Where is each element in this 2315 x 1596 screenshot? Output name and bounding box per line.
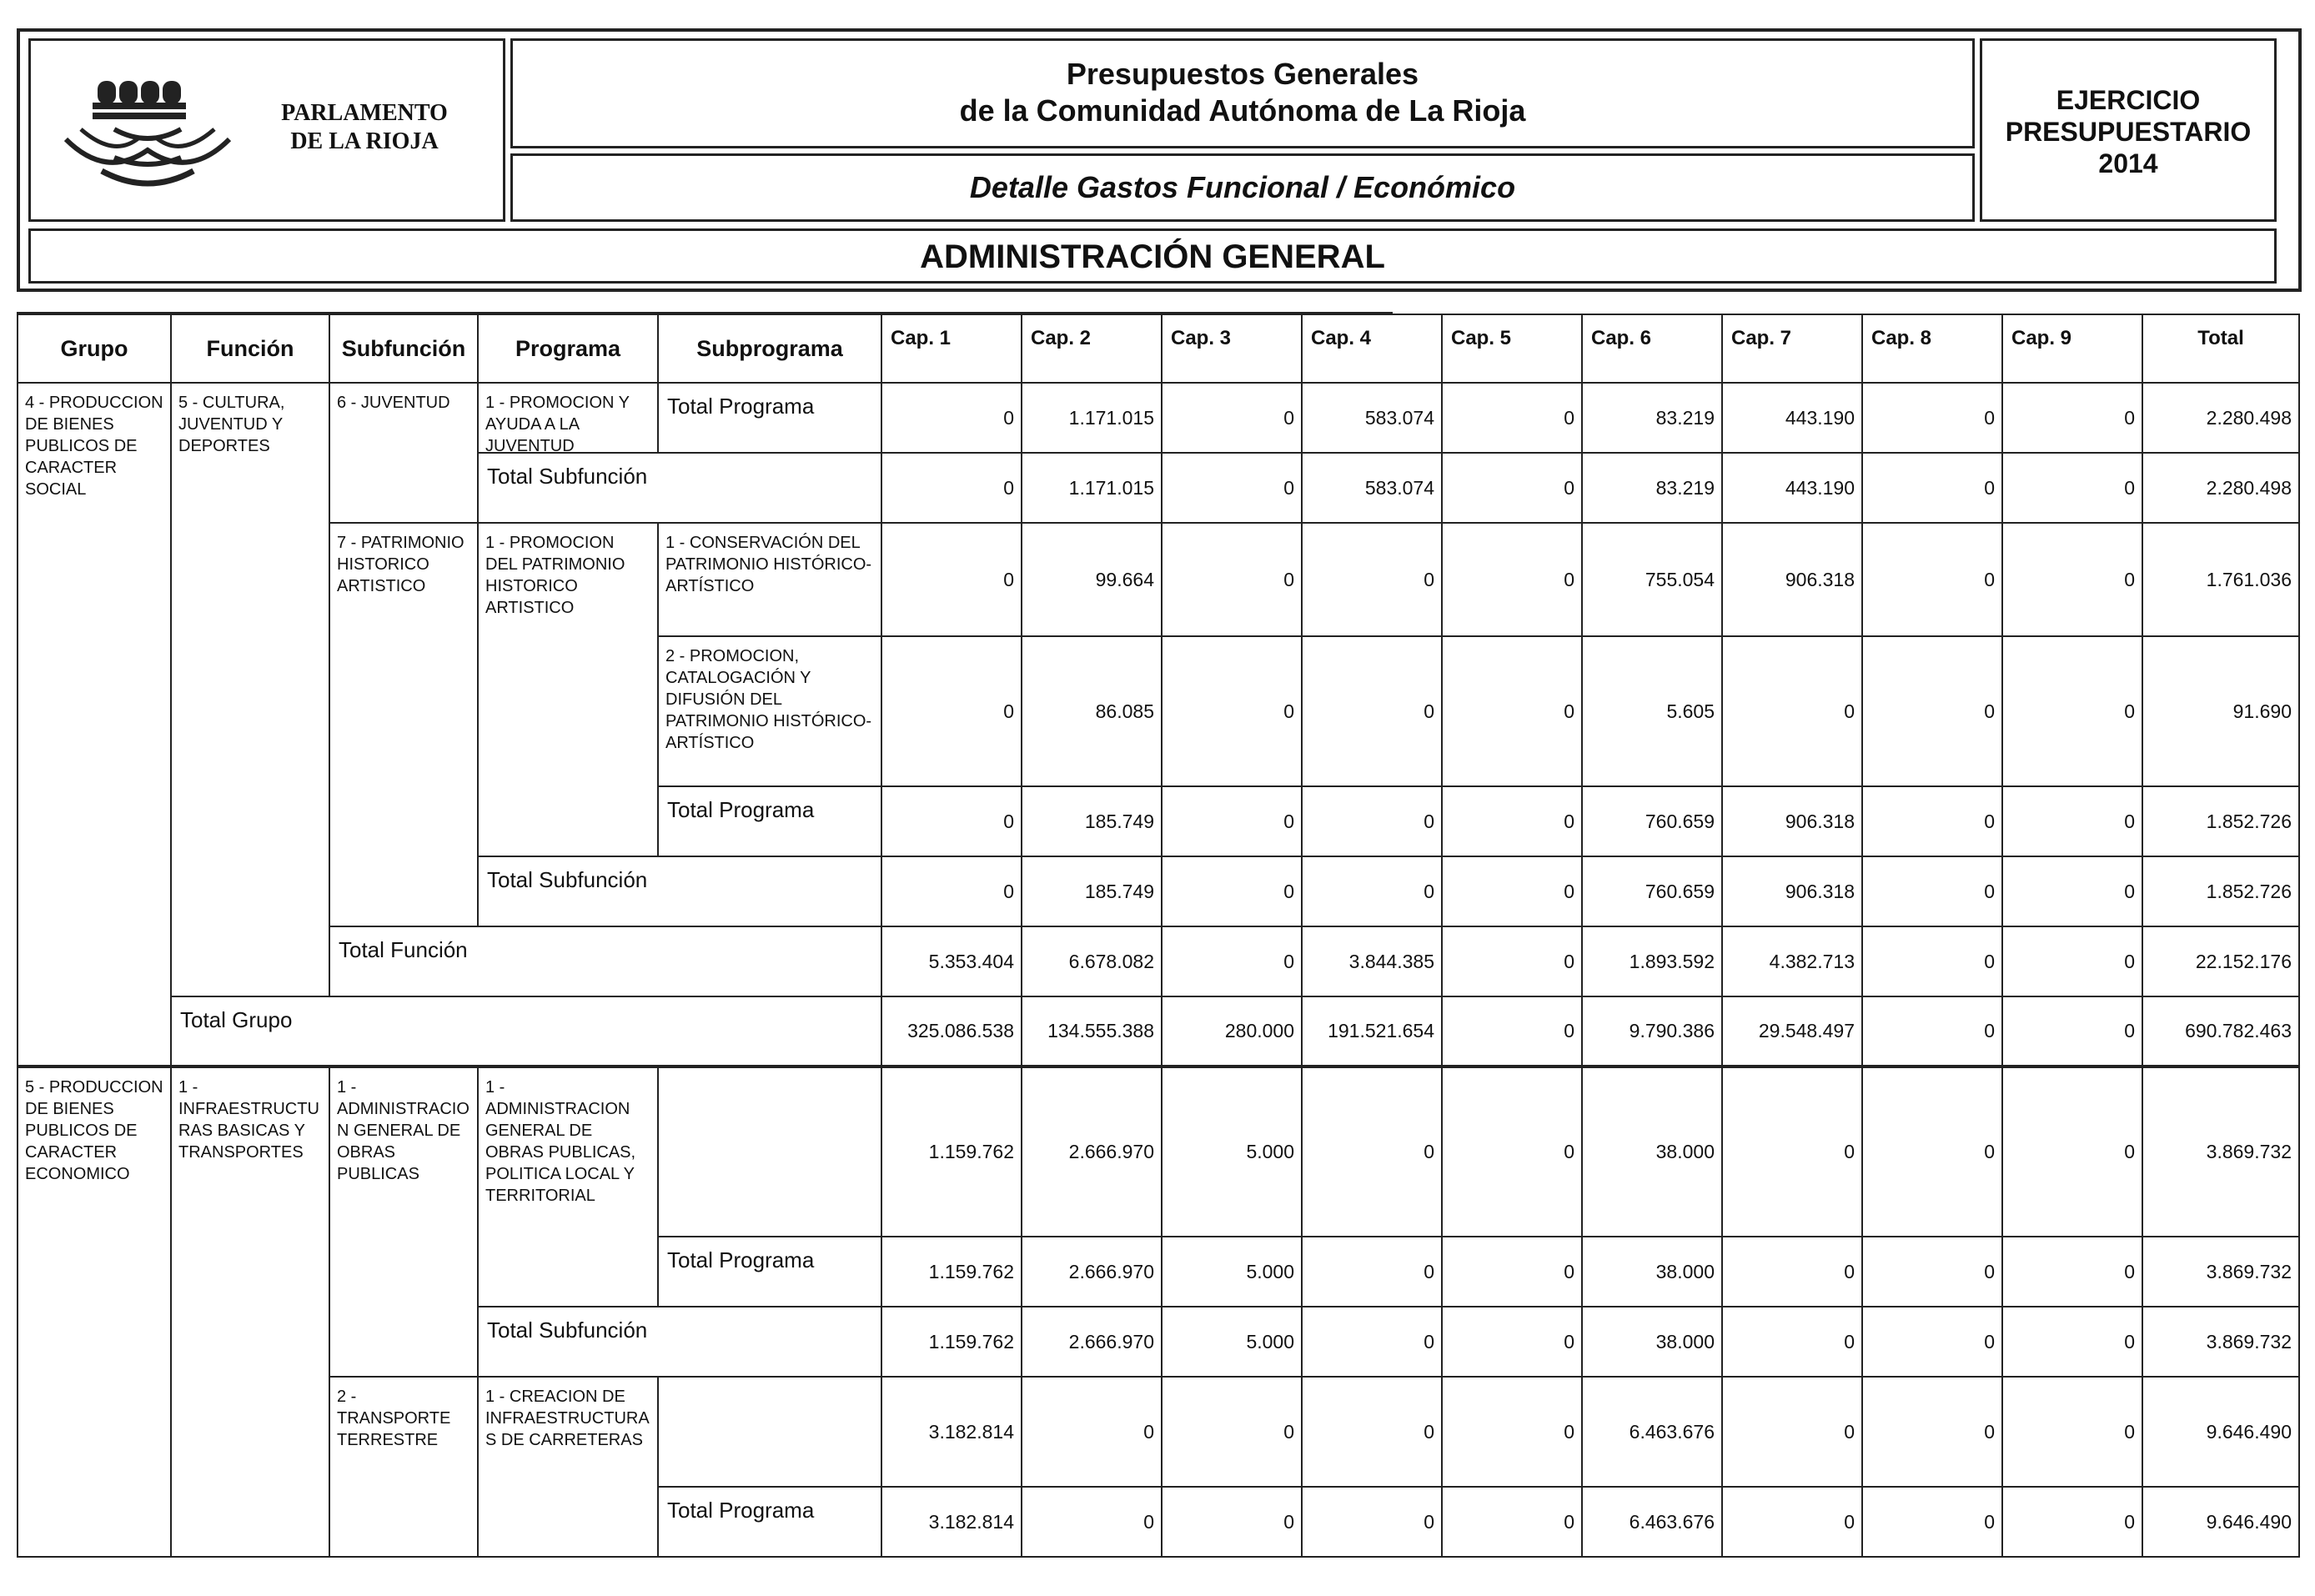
cap5-value-cell: 0 [1442, 523, 1582, 636]
ejercicio-line2: PRESUPUESTARIO [2005, 117, 2252, 147]
programa-cell [478, 383, 658, 453]
cap3-value-cell: 0 [1162, 453, 1302, 523]
col-header-cap7: Cap. 7 [1722, 314, 1862, 383]
cap9-value-cell: 0 [2002, 1237, 2142, 1307]
col-header-cap3: Cap. 3 [1162, 314, 1302, 383]
title-box [510, 38, 1975, 148]
cap2-value-cell: 6.678.082 [1022, 926, 1162, 996]
cap2-value-cell: 2.666.970 [1022, 1307, 1162, 1377]
cap1-value-cell: 3.182.814 [881, 1487, 1022, 1557]
budget-table [17, 314, 2300, 1558]
col-header-cap9: Cap. 9 [2002, 314, 2142, 383]
cap5-value-cell: 0 [1442, 636, 1582, 786]
cap6-value-cell: 83.219 [1582, 453, 1722, 523]
col-header-cap8: Cap. 8 [1862, 314, 2002, 383]
cap3-value-cell: 0 [1162, 383, 1302, 453]
cap2-value-cell: 1.171.015 [1022, 383, 1162, 453]
cap4-value-cell: 0 [1302, 523, 1442, 636]
cap3-value-cell: 0 [1162, 926, 1302, 996]
cap3-value-cell: 0 [1162, 1487, 1302, 1557]
cap9-value-cell: 0 [2002, 856, 2142, 926]
cap7-value-cell: 29.548.497 [1722, 996, 1862, 1067]
cap2-value-cell: 99.664 [1022, 523, 1162, 636]
cap3-value-cell: 0 [1162, 523, 1302, 636]
cap9-value-cell: 0 [2002, 636, 2142, 786]
cap5-value-cell: 0 [1442, 1067, 1582, 1237]
table-header-row [18, 314, 2299, 383]
cap8-value-cell: 0 [1862, 1237, 2002, 1307]
cap5-value-cell: 0 [1442, 996, 1582, 1067]
programa-cell: 1 - ADMINISTRACION GENERAL DE OBRAS PUBLICAS, POLITICA LOCAL Y TERRITORIAL [478, 1067, 658, 1307]
subprograma-cell: 1 - CONSERVACIÓN DEL PATRIMONIO HISTÓRICO-ARTÍSTICO [658, 523, 881, 636]
cap1-value-cell: 0 [881, 453, 1022, 523]
total-funcion-label: Total Función [329, 926, 881, 996]
total-value-cell: 2.280.498 [2142, 383, 2299, 453]
col-header-total: Total [2142, 314, 2299, 383]
programa-cell: 1 - PROMOCION DEL PATRIMONIO HISTORICO ARTISTICO [478, 523, 658, 856]
cap1-value-cell: 3.182.814 [881, 1377, 1022, 1487]
total-value-cell: 3.869.732 [2142, 1307, 2299, 1377]
cap6-value-cell: 6.463.676 [1582, 1377, 1722, 1487]
cap5-value-cell: 0 [1442, 856, 1582, 926]
cap7-value-cell: 0 [1722, 1377, 1862, 1487]
ejercicio-box [1980, 38, 2277, 222]
total-value-cell: 1.852.726 [2142, 856, 2299, 926]
cap4-value-cell: 0 [1302, 1307, 1442, 1377]
col-header-programa: Programa [478, 314, 658, 383]
cap5-value-cell: 0 [1442, 926, 1582, 996]
cap3-value-cell: 0 [1162, 786, 1302, 856]
section-title-box [28, 228, 2277, 284]
cap2-value-cell: 86.085 [1022, 636, 1162, 786]
total-value-cell: 3.869.732 [2142, 1237, 2299, 1307]
table-row [18, 523, 2299, 636]
table-row [18, 926, 2299, 996]
cap4-value-cell: 0 [1302, 636, 1442, 786]
col-header-subprograma: Subprograma [658, 314, 881, 383]
cap5-value-cell: 0 [1442, 453, 1582, 523]
programa-cell: 1 - CREACION DE INFRAESTRUCTURAS DE CARRETERAS [478, 1377, 658, 1557]
col-header-funcion: Función [171, 314, 329, 383]
budget-table-wrapper [17, 314, 2298, 1559]
cap2-value-cell: 1.171.015 [1022, 453, 1162, 523]
cap3-value-cell: 0 [1162, 1377, 1302, 1487]
cap5-value-cell: 0 [1442, 786, 1582, 856]
cap5-value-cell: 0 [1442, 1487, 1582, 1557]
cap9-value-cell: 0 [2002, 1067, 2142, 1237]
cap2-value-cell: 185.749 [1022, 786, 1162, 856]
total-programa-label: Total Programa [658, 1487, 881, 1557]
cap6-value-cell: 38.000 [1582, 1237, 1722, 1307]
cap9-value-cell: 0 [2002, 1307, 2142, 1377]
cap1-value-cell: 1.159.762 [881, 1307, 1022, 1377]
cap8-value-cell: 0 [1862, 1307, 2002, 1377]
total-programa-label: Total Programa [658, 786, 881, 856]
cap3-value-cell: 5.000 [1162, 1237, 1302, 1307]
table-row [18, 1377, 2299, 1487]
cap7-value-cell: 906.318 [1722, 786, 1862, 856]
ejercicio-line1: EJERCICIO [2056, 85, 2201, 115]
col-header-cap5: Cap. 5 [1442, 314, 1582, 383]
grupo-cell: 5 - PRODUCCION DE BIENES PUBLICOS DE CARACTER ECONOMICO [18, 1067, 171, 1557]
col-header-cap2: Cap. 2 [1022, 314, 1162, 383]
cap3-value-cell: 5.000 [1162, 1307, 1302, 1377]
cap9-value-cell: 0 [2002, 786, 2142, 856]
total-grupo-label: Total Grupo [171, 996, 881, 1067]
cap4-value-cell: 0 [1302, 786, 1442, 856]
cap2-value-cell: 185.749 [1022, 856, 1162, 926]
ejercicio-year: 2014 [2098, 148, 2158, 178]
cap9-value-cell: 0 [2002, 1377, 2142, 1487]
parliament-emblem-icon [56, 71, 239, 196]
table-row [18, 1067, 2299, 1237]
cap4-value-cell: 0 [1302, 1067, 1442, 1237]
cap6-value-cell: 1.893.592 [1582, 926, 1722, 996]
total-subfuncion-label: Total Subfunción [478, 1307, 881, 1377]
cap1-value-cell: 325.086.538 [881, 996, 1022, 1067]
cap3-value-cell: 280.000 [1162, 996, 1302, 1067]
cap4-value-cell: 583.074 [1302, 453, 1442, 523]
total-value-cell: 3.869.732 [2142, 1067, 2299, 1237]
total-value-cell: 1.852.726 [2142, 786, 2299, 856]
total-value-cell: 2.280.498 [2142, 453, 2299, 523]
total-value-cell: 9.646.490 [2142, 1487, 2299, 1557]
table-row [18, 383, 2299, 453]
cap7-value-cell: 906.318 [1722, 523, 1862, 636]
cap9-value-cell: 0 [2002, 926, 2142, 996]
cap1-value-cell: 1.159.762 [881, 1237, 1022, 1307]
cap3-value-cell: 5.000 [1162, 1067, 1302, 1237]
cap2-value-cell: 2.666.970 [1022, 1237, 1162, 1307]
cap7-value-cell: 906.318 [1722, 856, 1862, 926]
funcion-cell: 1 - INFRAESTRUCTURAS BASICAS Y TRANSPORTES [171, 1067, 329, 1557]
cap6-value-cell: 6.463.676 [1582, 1487, 1722, 1557]
cap9-value-cell: 0 [2002, 1487, 2142, 1557]
cap2-value-cell: 0 [1022, 1487, 1162, 1557]
subfuncion-cell: 1 - ADMINISTRACION GENERAL DE OBRAS PUBLICAS [329, 1067, 478, 1377]
col-header-subfuncion: Subfunción [329, 314, 478, 383]
cap3-value-cell: 0 [1162, 636, 1302, 786]
total-value-cell: 1.761.036 [2142, 523, 2299, 636]
cap1-value-cell: 0 [881, 786, 1022, 856]
total-subfuncion-label: Total Subfunción [478, 856, 881, 926]
cap4-value-cell: 0 [1302, 1377, 1442, 1487]
cap6-value-cell: 5.605 [1582, 636, 1722, 786]
cap8-value-cell: 0 [1862, 1487, 2002, 1557]
cap7-value-cell: 443.190 [1722, 453, 1862, 523]
cap8-value-cell: 0 [1862, 926, 2002, 996]
cap4-value-cell: 191.521.654 [1302, 996, 1442, 1067]
cap6-value-cell: 755.054 [1582, 523, 1722, 636]
cap4-value-cell: 0 [1302, 1487, 1442, 1557]
cap7-value-cell: 0 [1722, 636, 1862, 786]
cap8-value-cell: 0 [1862, 383, 2002, 453]
total-value-cell: 22.152.176 [2142, 926, 2299, 996]
document-title-line2: de la Comunidad Autónoma de La Rioja [959, 93, 1526, 128]
total-value-cell: 9.646.490 [2142, 1377, 2299, 1487]
cap9-value-cell: 0 [2002, 523, 2142, 636]
total-value-cell: 91.690 [2142, 636, 2299, 786]
cap9-value-cell: 0 [2002, 453, 2142, 523]
cap7-value-cell: 443.190 [1722, 383, 1862, 453]
cap8-value-cell: 0 [1862, 1377, 2002, 1487]
cap8-value-cell: 0 [1862, 1067, 2002, 1237]
cap4-value-cell: 0 [1302, 1237, 1442, 1307]
cap4-value-cell: 583.074 [1302, 383, 1442, 453]
cap1-value-cell: 0 [881, 856, 1022, 926]
cap8-value-cell: 0 [1862, 636, 2002, 786]
total-value-cell: 690.782.463 [2142, 996, 2299, 1067]
cap5-value-cell: 0 [1442, 1307, 1582, 1377]
col-header-cap6: Cap. 6 [1582, 314, 1722, 383]
cap6-value-cell: 38.000 [1582, 1067, 1722, 1237]
programa-label: 1 - PROMOCION Y AYUDA A LA JUVENTUD [485, 394, 630, 455]
subfuncion-cell: 7 - PATRIMONIO HISTORICO ARTISTICO [329, 523, 478, 926]
funcion-cell: 5 - CULTURA, JUVENTUD Y DEPORTES [171, 383, 329, 996]
total-programa-label: Total Programa [658, 1237, 881, 1307]
cap4-value-cell: 3.844.385 [1302, 926, 1442, 996]
subprograma-cell-empty [658, 1067, 881, 1237]
parliament-name-line2: DE LA RIOJA [290, 128, 439, 154]
document-subtitle: Detalle Gastos Funcional / Económico [969, 170, 1516, 204]
subtitle-box [510, 153, 1975, 222]
cap7-value-cell: 0 [1722, 1067, 1862, 1237]
cap8-value-cell: 0 [1862, 453, 2002, 523]
cap7-value-cell: 0 [1722, 1487, 1862, 1557]
cap9-value-cell: 0 [2002, 383, 2142, 453]
cap8-value-cell: 0 [1862, 996, 2002, 1067]
cap4-value-cell: 0 [1302, 856, 1442, 926]
cap1-value-cell: 0 [881, 383, 1022, 453]
parliament-name [256, 99, 473, 156]
cap8-value-cell: 0 [1862, 786, 2002, 856]
cap6-value-cell: 9.790.386 [1582, 996, 1722, 1067]
cap5-value-cell: 0 [1442, 1237, 1582, 1307]
subprograma-cell-empty [658, 1377, 881, 1487]
col-header-cap4: Cap. 4 [1302, 314, 1442, 383]
document-title-line1: Presupuestos Generales [1066, 57, 1419, 91]
subfuncion-cell: 2 - TRANSPORTE TERRESTRE [329, 1377, 478, 1557]
cap1-value-cell: 1.159.762 [881, 1067, 1022, 1237]
cap6-value-cell: 760.659 [1582, 786, 1722, 856]
cap8-value-cell: 0 [1862, 856, 2002, 926]
total-subfuncion-label: Total Subfunción [478, 453, 881, 523]
cap1-value-cell: 0 [881, 523, 1022, 636]
cap8-value-cell: 0 [1862, 523, 2002, 636]
cap7-value-cell: 4.382.713 [1722, 926, 1862, 996]
cap1-value-cell: 0 [881, 636, 1022, 786]
subfuncion-cell: 6 - JUVENTUD [329, 383, 478, 523]
parliament-name-line1: PARLAMENTO [281, 100, 448, 126]
col-header-cap1: Cap. 1 [881, 314, 1022, 383]
cap6-value-cell: 38.000 [1582, 1307, 1722, 1377]
cap7-value-cell: 0 [1722, 1307, 1862, 1377]
cap7-value-cell: 0 [1722, 1237, 1862, 1307]
cap5-value-cell: 0 [1442, 383, 1582, 453]
subprograma-cell: 2 - PROMOCION, CATALOGACIÓN Y DIFUSIÓN DEL PATRIMONIO HISTÓRICO-ARTÍSTICO [658, 636, 881, 786]
grupo-cell: 4 - PRODUCCION DE BIENES PUBLICOS DE CARACTER SOCIAL [18, 383, 171, 1067]
cap9-value-cell: 0 [2002, 996, 2142, 1067]
cap6-value-cell: 83.219 [1582, 383, 1722, 453]
total-programa-label: Total Programa [658, 383, 881, 453]
cap6-value-cell: 760.659 [1582, 856, 1722, 926]
col-header-grupo: Grupo [18, 314, 171, 383]
cap2-value-cell: 134.555.388 [1022, 996, 1162, 1067]
cap5-value-cell: 0 [1442, 1377, 1582, 1487]
cap3-value-cell: 0 [1162, 856, 1302, 926]
cap2-value-cell: 2.666.970 [1022, 1067, 1162, 1237]
cap1-value-cell: 5.353.404 [881, 926, 1022, 996]
section-title: ADMINISTRACIÓN GENERAL [920, 238, 1385, 275]
logo-box [28, 38, 505, 222]
table-row [18, 996, 2299, 1067]
cap2-value-cell: 0 [1022, 1377, 1162, 1487]
